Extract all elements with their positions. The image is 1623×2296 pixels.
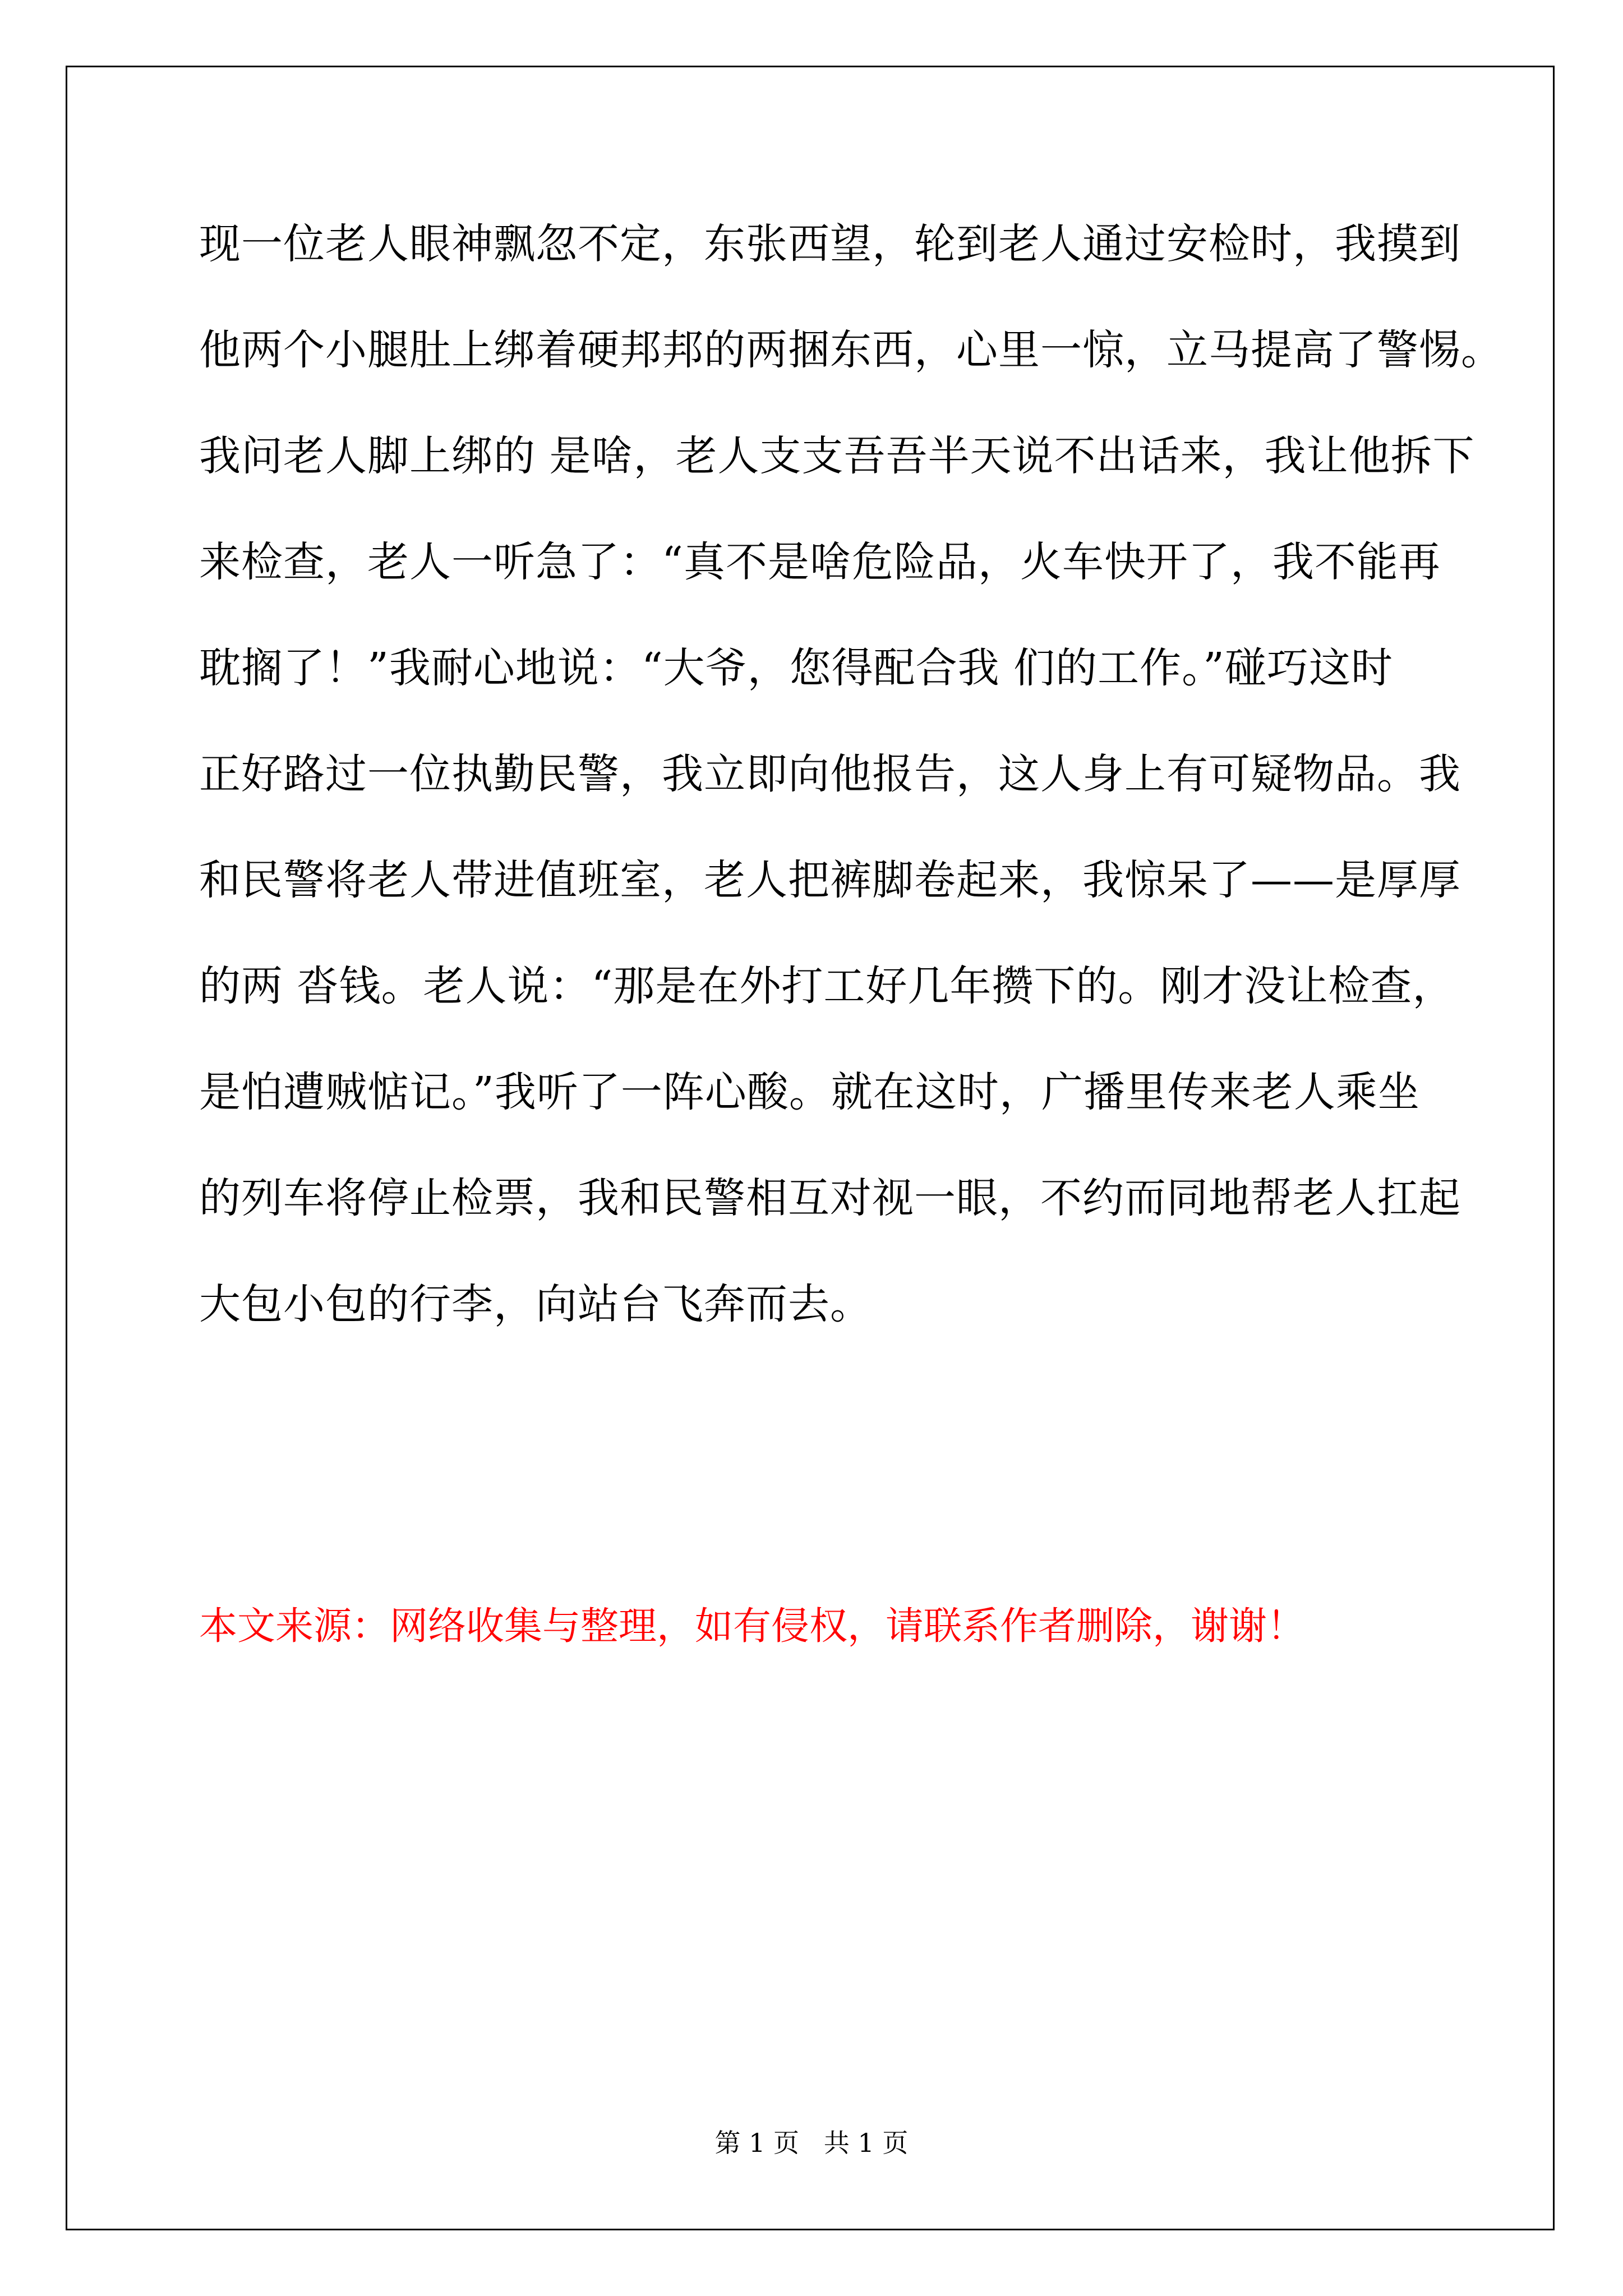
body-line: 来检查，老人一听急了：“真不是啥危险品，火车快开了，我不能再 [199,538,1441,586]
body-line: 耽搁了！”我耐心地说：“大爷，您得配合我 们的工作。”碰巧这时 [199,644,1394,692]
body-line: 是怕遭贼惦记。”我听了一阵心酸。就在这时，广播里传来老人乘坐 [199,1068,1420,1116]
body-line: 现一位老人眼神飘忽不定，东张西望，轮到老人通过安检时，我摸到 [199,220,1461,268]
body-line: 大包小包的行李，向站台飞奔而去。 [199,1280,872,1328]
body-line: 的两 沓钱。老人说：“那是在外打工好几年攒下的。刚才没让检查， [199,962,1455,1010]
source-note: 本文来源：网络收集与整理，如有侵权，请联系作者删除，谢谢！ [199,1604,1306,1649]
body-line: 的列车将停止检票，我和民警相互对视一眼，不约而同地帮老人扛起 [199,1174,1461,1222]
body-line: 正好路过一位执勤民警，我立即向他报告，这人身上有可疑物品。我 [199,750,1461,798]
article-body [199,213,1503,1379]
body-line: 和民警将老人带进值班室，老人把裤脚卷起来，我惊呆了——是厚厚 [199,856,1461,904]
body-line: 他两个小腿肚上绑着硬邦邦的两捆东西，心里一惊，立马提高了警惕。 [199,326,1503,374]
body-line: 我问老人脚上绑的 是啥，老人支支吾吾半天说不出话来，我让他拆下 [199,432,1475,480]
page-number-footer: 第 1 页 共 1 页 [714,2128,909,2158]
